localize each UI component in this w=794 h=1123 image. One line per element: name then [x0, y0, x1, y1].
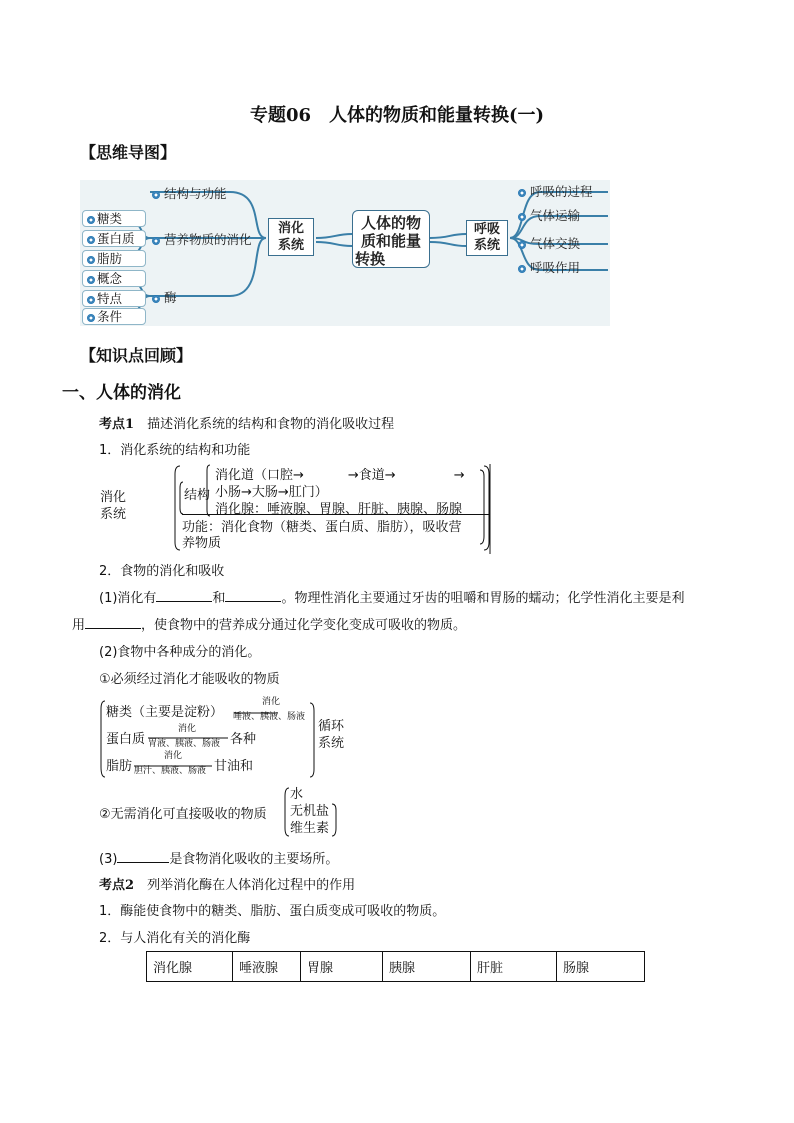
sugar-enzymes: 唾液、胰液、肠液 — [233, 712, 306, 722]
kp2-s2: 2．与人消化有关的消化酶 — [99, 931, 251, 946]
section-review-heading: 【知识点回顾】 — [80, 346, 193, 365]
table-cell: 唾液腺 — [233, 952, 301, 982]
structure-label: 结构 — [184, 488, 211, 503]
protein-enzymes: 胃液、胰液、肠液 — [148, 739, 221, 749]
table-cell: 胰腺 — [383, 952, 471, 982]
kp1-c2: ②无需消化可直接吸收的物质 — [99, 807, 267, 822]
kp2-line — [99, 874, 355, 893]
protein-line: 蛋白质 — [106, 732, 146, 747]
sugar-line: 糖类（主要是淀粉） — [106, 705, 224, 720]
digestive-system-label: 消化 系统 — [100, 490, 127, 522]
kp2-s1: 1．酶能使食物中的糖类、脂肪、蛋白质变成可吸收的物质。 — [99, 904, 446, 919]
circulation-label: 循环 系统 — [318, 719, 345, 751]
bullet-icon — [518, 241, 526, 249]
fat-enzymes: 胆汁、胰液、肠液 — [134, 766, 207, 776]
mm-item-feature: 特点 — [82, 290, 146, 307]
table-cell: 肝脏 — [471, 952, 557, 982]
bullet-icon — [152, 295, 160, 303]
canal-line-1: 消化道（口腔→ →食道→ → — [215, 468, 465, 483]
mm-item-concept: 概念 — [82, 270, 146, 287]
bullet-icon — [87, 276, 95, 284]
mm-item-condition: 条件 — [82, 308, 146, 325]
blank-main-site — [117, 850, 169, 863]
fat-product: 甘油和 — [214, 759, 254, 774]
table-cell: 肠腺 — [557, 952, 645, 982]
mm-branch-nutrients: 营养物质的消化 — [152, 230, 252, 248]
function-line-2: 养物质 — [182, 536, 222, 551]
mm-resp-process: 呼吸的过程 — [518, 182, 593, 200]
canal-line-2: 小肠→大肠→肛门） — [215, 485, 328, 500]
kp1-p3: (3) 是食物消化吸收的主要场所。 — [99, 852, 339, 867]
mm-center-box: 人体的物 质和能量 转换 — [352, 210, 430, 268]
protein-product: 各种 — [230, 732, 257, 747]
mm-digestive-system-box: 消化 系统 — [268, 218, 314, 256]
mm-item-fat: 脂肪 — [82, 250, 146, 267]
sugar-digest-label: 消化 — [262, 697, 281, 707]
kp1-line — [99, 413, 394, 432]
bullet-icon — [518, 189, 526, 197]
table-cell: 胃腺 — [301, 952, 383, 982]
kp1-text: 描述消化系统的结构和食物的消化吸收过程 — [147, 417, 395, 432]
mm-resp-transport: 气体运输 — [518, 206, 580, 224]
protein-digest-label: 消化 — [178, 724, 197, 734]
heading-digestion: 一、人体的消化 — [62, 383, 181, 403]
enzyme-table — [146, 951, 645, 982]
page-title: 专题06 人体的物质和能量转换(一) — [249, 105, 545, 126]
kp1-c1: ①必须经过消化才能吸收的物质 — [99, 672, 280, 687]
bullet-icon — [87, 314, 95, 322]
bullet-icon — [152, 237, 160, 245]
table-cell: 消化腺 — [147, 952, 233, 982]
kp2-label: 考点2 — [99, 878, 135, 893]
mm-branch-enzyme: 酶 — [152, 288, 177, 306]
mm-item-protein: 蛋白质 — [82, 230, 146, 247]
kp1-p1: (1)消化有 和 。物理性消化主要通过牙齿的咀嚼和胃肠的蠕动；化学性消化主要是利 — [99, 591, 685, 606]
blank-physical — [156, 589, 212, 602]
function-divider — [182, 514, 490, 515]
table-row — [147, 952, 645, 982]
kp2-text: 列举消化酶在人体消化过程中的作用 — [147, 878, 356, 893]
bullet-icon — [518, 265, 526, 273]
fat-line: 脂肪 — [106, 759, 133, 774]
bullet-icon — [152, 191, 160, 199]
blank-chemical — [225, 589, 281, 602]
mm-item-sugar: 糖类 — [82, 210, 146, 227]
canal-blank-1 — [304, 467, 348, 479]
bullet-icon — [87, 216, 95, 224]
bullet-icon — [87, 236, 95, 244]
function-line-1: 功能：消化食物（糖类、蛋白质、脂肪），吸收营 — [182, 520, 462, 535]
mm-respiratory-system-box: 呼吸 系统 — [466, 220, 508, 256]
bullet-icon — [87, 296, 95, 304]
mm-branch-structure: 结构与功能 — [152, 184, 227, 202]
kp1-label: 考点1 — [99, 417, 135, 432]
section-mindmap-heading: 【思维导图】 — [80, 143, 177, 162]
bullet-icon — [87, 256, 95, 264]
kp1-s1: 1．消化系统的结构和功能 — [99, 443, 251, 458]
mm-resp-action: 呼吸作用 — [518, 258, 580, 276]
blank-enzyme — [85, 616, 141, 629]
canal-blank-2 — [396, 467, 454, 479]
mm-resp-exchange: 气体交换 — [518, 234, 580, 252]
kp1-p2: (2)食物中各种成分的消化。 — [99, 645, 261, 660]
kp1-p1-cont: 用 ，使食物中的营养成分通过化学变化变成可吸收的物质。 — [72, 618, 467, 633]
kp1-s2: 2．食物的消化和吸收 — [99, 564, 225, 579]
fat-digest-label: 消化 — [164, 751, 183, 761]
bullet-icon — [518, 213, 526, 221]
direct-items: 水 无机盐 维生素 — [290, 787, 330, 836]
glands-line: 消化腺：唾液腺、胃腺、肝脏、胰腺、肠腺 — [215, 502, 463, 517]
mind-map — [80, 180, 610, 326]
